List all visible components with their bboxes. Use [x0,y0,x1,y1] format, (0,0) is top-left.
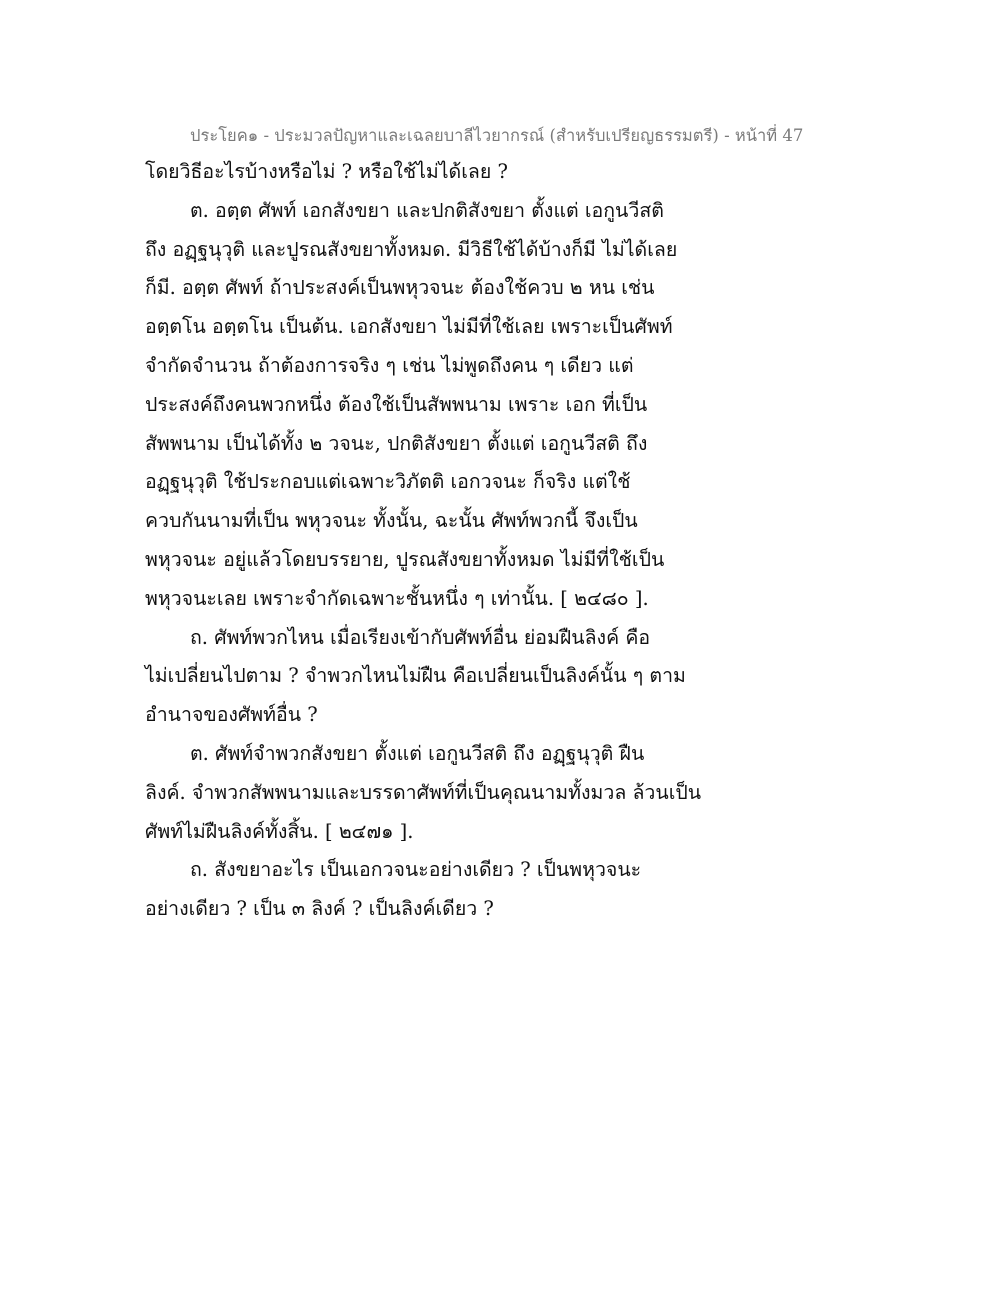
text-line: ไม่เปลี่ยนไปตาม ? จำพวกไหนไม่ฝืน คือเปลี่ยนเป็นลิงค์นั้น ๆ ตาม [145,664,686,688]
text-line: ลิงค์. จำพวกสัพพนามและบรรดาศัพท์ที่เป็นคุณนามทั้งมวล ล้วนเป็น [145,780,702,804]
text-line: ประสงค์ถึงคนพวกหนึ่ง ต้องใช้เป็นสัพพนาม เพราะ เอก ที่เป็น [145,392,648,416]
body-text [145,153,705,929]
question-line: ถ. สังขยาอะไร เป็นเอกวจนะอย่างเดียว ? เป็นพหุวจนะ [190,858,642,882]
text-line: สัพพนาม เป็นได้ทั้ง ๒ วจนะ, ปกติสังขยา ตั้งแต่ เอกูนวีสติ ถึง [145,431,648,455]
text-line: อฏฺฐนุวุติ ใช้ประกอบแต่เฉพาะวิภัตติ เอกวจนะ ก็จริง แต่ใช้ [145,470,631,494]
text-line: ศัพท์ไม่ฝืนลิงค์ทั้งสิ้น. [ ๒๔๗๑ ]. [145,819,414,843]
running-header: ประโยค๑ - ประมวลปัญหาและเฉลยบาลีไวยากรณ์ (สำหรับเปรียญธรรมตรี) - หน้าที่ 47 [190,126,804,145]
question-line: ถ. ศัพท์พวกไหน เมื่อเรียงเข้ากับศัพท์อื่น ย่อมฝืนลิงค์ คือ [190,625,651,649]
text-line: ควบกันนามที่เป็น พหุวจนะ ทั้งนั้น, ฉะนั้น ศัพท์พวกนี้ จึงเป็น [145,509,638,533]
text-line: ก็มี. อตฺต ศัพท์ ถ้าประสงค์เป็นพหุวจนะ ต้องใช้ควบ ๒ หน เช่น [145,276,655,300]
text-line: ถึง อฏฺฐนุวุติ และปูรณสังขยาทั้งหมด. มีวิธีใช้ได้บ้างก็มี ไม่ได้เลย [145,237,678,261]
text-line: พหุวจนะเลย เพราะจำกัดเฉพาะชั้นหนึ่ง ๆ เท่านั้น. [ ๒๔๘๐ ]. [145,586,649,610]
answer-line: ต. ศัพท์จำพวกสังขยา ตั้งแต่ เอกูนวีสติ ถึง อฏฺฐนุวุติ ฝืน [190,741,645,765]
answer-line: ต. อตฺต ศัพท์ เอกสังขยา และปกติสังขยา ตั้งแต่ เอกูนวีสติ [190,198,664,222]
text-line: จำกัดจำนวน ถ้าต้องการจริง ๆ เช่น ไม่พูดถึงคน ๆ เดียว แต่ [145,353,634,377]
text-line: โดยวิธีอะไรบ้างหรือไม่ ? หรือใช้ไม่ได้เลย ? [145,160,508,183]
text-line: อย่างเดียว ? เป็น ๓ ลิงค์ ? เป็นลิงค์เดียว ? [145,897,494,921]
text-line: อตฺตโน อตฺตโน เป็นต้น. เอกสังขยา ไม่มีที่ใช้เลย เพราะเป็นศัพท์ [145,315,673,339]
text-line: อำนาจของศัพท์อื่น ? [145,703,318,727]
text-line: พหุวจนะ อยู่แล้วโดยบรรยาย, ปูรณสังขยาทั้งหมด ไม่มีที่ใช้เป็น [145,547,665,571]
